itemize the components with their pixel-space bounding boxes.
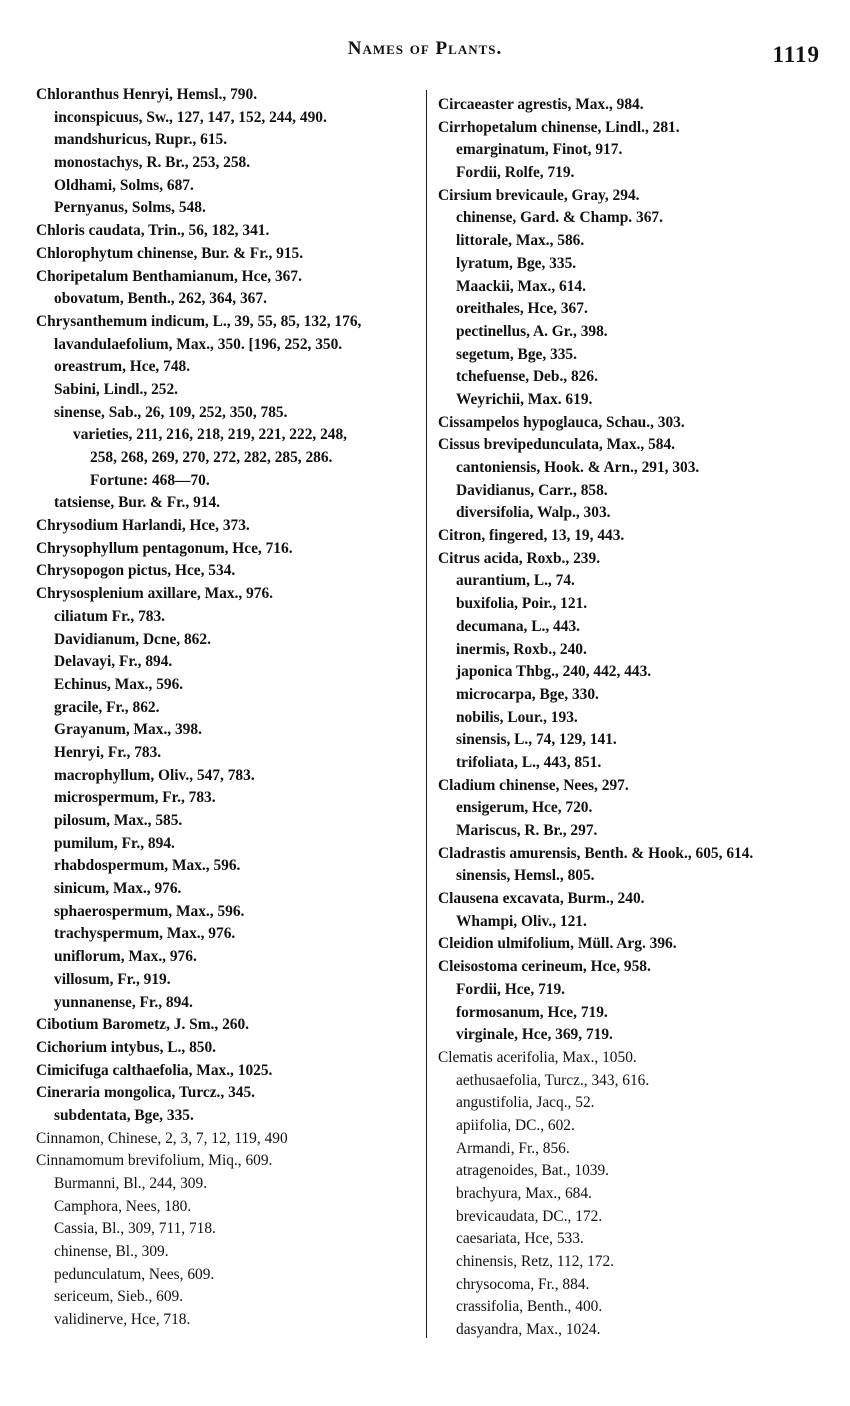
index-subentry: trachyspermum, Max., 976. (54, 925, 236, 943)
index-subentry: decumana, L., 443. (456, 617, 580, 635)
index-subentry: Burmanni, Bl., 244, 309. (54, 1175, 208, 1192)
index-entry: Chloranthus Henryi, Hemsl., 790. (36, 86, 258, 103)
index-subentry: inconspicuus, Sw., 127, 147, 152, 244, 490. (54, 108, 327, 126)
index-subentry: buxifolia, Poir., 121. (456, 595, 588, 613)
index-subentry: Armandi, Fr., 856. (456, 1139, 570, 1157)
index-subentry: brevicaudata, DC., 172. (456, 1207, 603, 1225)
index-subentry: oreithales, Hce, 367. (456, 300, 588, 318)
index-subentry: sinense, Sab., 26, 109, 252, 350, 785. (54, 403, 288, 421)
index-subentry: segetum, Bge, 335. (456, 345, 577, 363)
index-subentry: chrysocoma, Fr., 884. (456, 1275, 590, 1293)
index-subentry: chinense, Gard. & Champ. 367. (456, 209, 663, 227)
running-head: Names of Plants. (347, 38, 503, 59)
index-subentry: lavandulaefolium, Max., 350. [196, 252, 350. (54, 335, 343, 353)
index-entry: Chrysosplenium axillare, Max., 976. (36, 585, 273, 603)
index-subentry: sinensis, Hemsl., 805. (456, 867, 595, 885)
index-subentry: pumilum, Fr., 894. (54, 834, 175, 852)
index-subentry: Oldhami, Solms, 687. (54, 176, 194, 194)
index-subentry: macrophyllum, Oliv., 547, 783. (54, 766, 255, 784)
index-subentry: validinerve, Hce, 718. (54, 1311, 191, 1329)
page-number: 1119 (772, 42, 820, 67)
index-subentry: pilosum, Max., 585. (54, 812, 183, 829)
index-subentry: varieties, 211, 216, 218, 219, 221, 222, 248, (73, 426, 348, 444)
index-subentry: Davidianus, Carr., 858. (456, 481, 608, 499)
index-entry: Cirrhopetalum chinense, Lindl., 281. (438, 118, 680, 136)
index-entry: Chlorophytum chinense, Bur. & Fr., 915. (36, 244, 304, 262)
index-entry: Cladium chinense, Nees, 297. (438, 776, 629, 794)
index-subentry: trifoliata, L., 443, 851. (456, 753, 602, 771)
index-subentry: sphaerospermum, Max., 596. (54, 902, 245, 920)
index-entry: Chrysopogon pictus, Hce, 534. (36, 562, 236, 580)
index-subentry: microcarpa, Bge, 330. (456, 685, 599, 703)
index-entry: Cineraria mongolica, Turcz., 345. (36, 1084, 256, 1102)
index-subentry: Maackii, Max., 614. (456, 277, 586, 295)
index-subentry: inermis, Roxb., 240. (456, 640, 587, 658)
index-entry: Cibotium Barometz, J. Sm., 260. (36, 1016, 250, 1034)
index-entry: Cleisostoma cerineum, Hce, 958. (438, 958, 651, 976)
index-subentry: nobilis, Lour., 193. (456, 708, 578, 726)
index-entry: Chrysophyllum pentagonum, Hce, 716. (36, 539, 293, 557)
index-subentry: sinicum, Max., 976. (54, 880, 182, 898)
index-entry: Clausena excavata, Burm., 240. (438, 890, 645, 908)
index-subentry: caesariata, Hce, 533. (456, 1230, 584, 1248)
index-entry: Cladrastis amurensis, Benth. & Hook., 605, 614. (438, 844, 754, 862)
index-subentry: Delavayi, Fr., 894. (54, 653, 173, 671)
index-subentry: tatsiense, Bur. & Fr., 914. (54, 494, 221, 512)
index-subentry: Camphora, Nees, 180. (54, 1197, 192, 1215)
index-entry: Cimicifuga calthaefolia, Max., 1025. (36, 1061, 273, 1079)
index-subentry: yunnanense, Fr., 894. (54, 993, 193, 1011)
index-subentry: lyratum, Bge, 335. (456, 254, 577, 272)
index-subentry: monostachys, R. Br., 253, 258. (54, 154, 251, 172)
index-entry: Cissampelos hypoglauca, Schau., 303. (438, 413, 685, 431)
index-subentry: gracile, Fr., 862. (54, 698, 160, 716)
index-subentry: japonica Thbg., 240, 442, 443. (456, 663, 652, 681)
index-subentry: Sabini, Lindl., 252. (54, 380, 179, 398)
index-subentry: aurantium, L., 74. (456, 572, 575, 590)
index-subentry: villosum, Fr., 919. (54, 970, 171, 988)
index-subentry: Weyrichii, Max. 619. (456, 390, 593, 408)
index-subentry: formosanum, Hce, 719. (456, 1003, 608, 1021)
index-subentry: Fordii, Rolfe, 719. (456, 164, 575, 182)
index-subentry: Grayanum, Max., 398. (54, 721, 202, 739)
index-subentry: aethusaefolia, Turcz., 343, 616. (456, 1071, 650, 1089)
index-entry: Cirsium brevicaule, Gray, 294. (438, 186, 640, 204)
index-column-right (438, 94, 838, 1342)
index-subentry: tchefuense, Deb., 826. (456, 368, 598, 386)
index-entry: Citron, fingered, 13, 19, 443. (438, 527, 625, 545)
index-subentry: apiifolia, DC., 602. (456, 1116, 575, 1134)
page-header (0, 38, 850, 68)
index-entry: Clematis acerifolia, Max., 1050. (438, 1048, 637, 1066)
column-divider (426, 90, 427, 1338)
index-subentry: diversifolia, Walp., 303. (456, 504, 611, 522)
index-subentry: Pernyanus, Solms, 548. (54, 199, 206, 217)
index-entry: Choripetalum Benthamianum, Hce, 367. (36, 267, 302, 285)
index-subentry: littorale, Max., 586. (456, 232, 585, 250)
index-subentry: Whampi, Oliv., 121. (456, 912, 587, 930)
index-subentry: pedunculatum, Nees, 609. (54, 1265, 215, 1283)
index-entry: Cissus brevipedunculata, Max., 584. (438, 436, 676, 454)
index-subentry: subdentata, Bge, 335. (54, 1106, 194, 1124)
index-subentry: rhabdospermum, Max., 596. (54, 857, 241, 875)
index-subentry: ciliatum Fr., 783. (54, 607, 166, 625)
index-subentry: sinensis, L., 74, 129, 141. (456, 731, 617, 749)
index-entry: Circaeaster agrestis, Max., 984. (438, 96, 644, 113)
index-subentry: Cassia, Bl., 309, 711, 718. (54, 1220, 216, 1238)
index-entry: Chloris caudata, Trin., 56, 182, 341. (36, 222, 270, 240)
index-subentry: atragenoides, Bat., 1039. (456, 1162, 610, 1180)
index-subentry: emarginatum, Finot, 917. (456, 141, 623, 159)
index-subentry: oreastrum, Hce, 748. (54, 358, 191, 376)
index-entry: Citrus acida, Roxb., 239. (438, 549, 601, 567)
index-subentry: angustifolia, Jacq., 52. (456, 1094, 595, 1112)
index-subentry: Henryi, Fr., 783. (54, 743, 162, 761)
index-subentry: Davidianum, Dcne, 862. (54, 630, 211, 648)
index-subentry: chinensis, Retz, 112, 172. (456, 1253, 615, 1271)
index-subentry: obovatum, Benth., 262, 364, 367. (54, 290, 267, 308)
index-subentry: virginale, Hce, 369, 719. (456, 1026, 613, 1044)
index-entry: Cinnamon, Chinese, 2, 3, 7, 12, 119, 490 (36, 1129, 288, 1147)
index-subentry: Echinus, Max., 596. (54, 675, 184, 693)
index-subentry: cantoniensis, Hook. & Arn., 291, 303. (456, 459, 700, 476)
index-subentry: 258, 268, 269, 270, 272, 282, 285, 286. (90, 449, 333, 466)
index-entry: Chrysanthemum indicum, L., 39, 55, 85, 132, 176, (36, 312, 362, 330)
index-column-left (36, 84, 424, 1332)
index-subentry: dasyandra, Max., 1024. (456, 1321, 601, 1339)
index-subentry: Fortune: 468—70. (90, 471, 210, 489)
index-subentry: Mariscus, R. Br., 297. (456, 822, 598, 839)
index-subentry: brachyura, Max., 684. (456, 1185, 592, 1202)
index-entry: Cleidion ulmifolium, Müll. Arg. 396. (438, 935, 677, 953)
index-entry: Chrysodium Harlandi, Hce, 373. (36, 517, 250, 535)
index-entry: Cinnamomum brevifolium, Miq., 609. (36, 1152, 273, 1170)
index-subentry: Fordii, Hce, 719. (456, 980, 565, 998)
index-subentry: microspermum, Fr., 783. (54, 789, 216, 807)
index-subentry: uniflorum, Max., 976. (54, 948, 197, 966)
index-entry: Cichorium intybus, L., 850. (36, 1038, 217, 1056)
index-subentry: crassifolia, Benth., 400. (456, 1298, 603, 1316)
index-subentry: chinense, Bl., 309. (54, 1243, 169, 1261)
index-subentry: sericeum, Sieb., 609. (54, 1288, 184, 1306)
index-subentry: ensigerum, Hce, 720. (456, 799, 593, 817)
index-subentry: pectinellus, A. Gr., 398. (456, 322, 608, 340)
index-subentry: mandshuricus, Rupr., 615. (54, 131, 228, 149)
